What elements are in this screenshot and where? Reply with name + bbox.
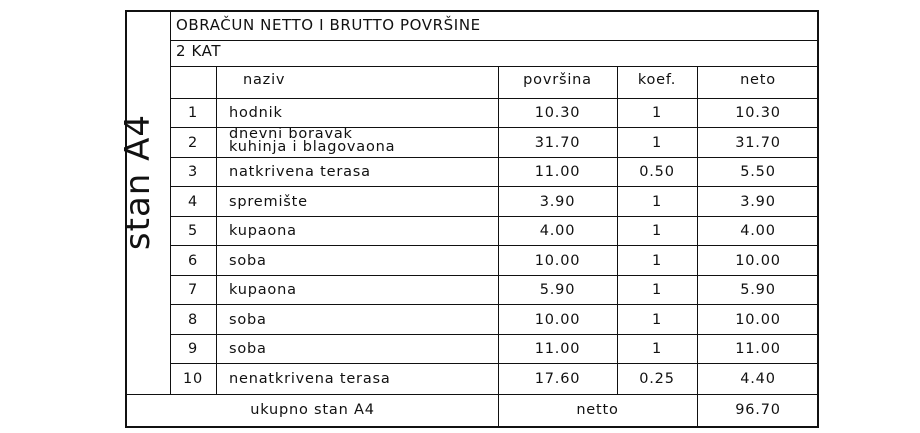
- room-coef: 1: [651, 105, 663, 121]
- room-net: 11.00: [735, 341, 781, 357]
- room-name: soba: [229, 312, 267, 328]
- room-name: kupaona: [229, 223, 297, 239]
- room-area: 11.00: [534, 164, 581, 180]
- room-area: 10.00: [534, 312, 581, 328]
- room-coef: 0.50: [639, 164, 675, 180]
- room-net: 31.70: [735, 135, 781, 151]
- room-coef: 1: [651, 282, 663, 298]
- footer-divider: [125, 394, 819, 395]
- row-divider: [170, 334, 819, 335]
- row-number: 1: [187, 105, 199, 121]
- room-area: 4.00: [539, 223, 576, 239]
- room-name: kupaona: [229, 282, 297, 298]
- row-number: 8: [187, 312, 199, 328]
- room-coef: 1: [651, 253, 663, 269]
- floor-divider: [170, 66, 819, 67]
- row-divider: [170, 245, 819, 246]
- total-value: 96.70: [735, 402, 781, 418]
- room-area: 11.00: [534, 341, 581, 357]
- row-number: 9: [187, 341, 199, 357]
- room-name: soba: [229, 253, 267, 269]
- room-name: natkrivena terasa: [229, 164, 371, 180]
- room-area: 31.70: [534, 135, 581, 151]
- room-net: 5.50: [740, 164, 776, 180]
- row-divider: [170, 363, 819, 364]
- room-name: nenatkrivena terasa: [229, 371, 391, 387]
- row-divider: [170, 304, 819, 305]
- room-net: 10.00: [735, 253, 781, 269]
- room-area: 10.00: [534, 253, 581, 269]
- floor-label: 2 KAT: [176, 42, 222, 60]
- room-net: 4.40: [740, 371, 776, 387]
- room-area: 10.30: [534, 105, 581, 121]
- header-name: naziv: [243, 72, 286, 88]
- room-area: 3.90: [539, 194, 576, 210]
- row-number: 6: [187, 253, 199, 269]
- room-net: 10.00: [735, 312, 781, 328]
- room-name: spremište: [229, 194, 308, 210]
- row-number: 10: [182, 371, 204, 387]
- room-coef: 1: [651, 135, 663, 151]
- room-coef: 0.25: [639, 371, 675, 387]
- room-name: hodnik: [229, 105, 283, 121]
- table-title: OBRAČUN NETTO I BRUTTO POVRŠINE: [176, 16, 481, 34]
- number-column-divider: [216, 66, 217, 394]
- room-net: 10.30: [735, 105, 781, 121]
- title-divider: [170, 40, 819, 41]
- room-coef: 1: [651, 223, 663, 239]
- header-divider: [170, 98, 819, 99]
- header-area: površina: [523, 72, 592, 88]
- room-area: 17.60: [534, 371, 581, 387]
- row-number: 2: [187, 135, 199, 151]
- room-net: 5.90: [740, 282, 776, 298]
- unit-label: stan A4: [118, 113, 158, 251]
- row-number: 4: [187, 194, 199, 210]
- room-coef: 1: [651, 312, 663, 328]
- row-number: 7: [187, 282, 199, 298]
- room-coef: 1: [651, 341, 663, 357]
- row-divider: [170, 275, 819, 276]
- room-coef: 1: [651, 194, 663, 210]
- total-net-label: netto: [576, 402, 619, 418]
- row-number: 5: [187, 223, 199, 239]
- row-number: 3: [187, 164, 199, 180]
- room-name: dnevni boravak kuhinja i blagovaona: [229, 126, 396, 155]
- room-net: 3.90: [740, 194, 776, 210]
- row-divider: [170, 157, 819, 158]
- room-name: soba: [229, 341, 267, 357]
- total-label: ukupno stan A4: [250, 402, 375, 418]
- room-net: 4.00: [740, 223, 776, 239]
- header-net: neto: [740, 72, 776, 88]
- row-divider: [170, 216, 819, 217]
- header-coef: koef.: [637, 72, 677, 88]
- room-area: 5.90: [539, 282, 576, 298]
- row-divider: [170, 186, 819, 187]
